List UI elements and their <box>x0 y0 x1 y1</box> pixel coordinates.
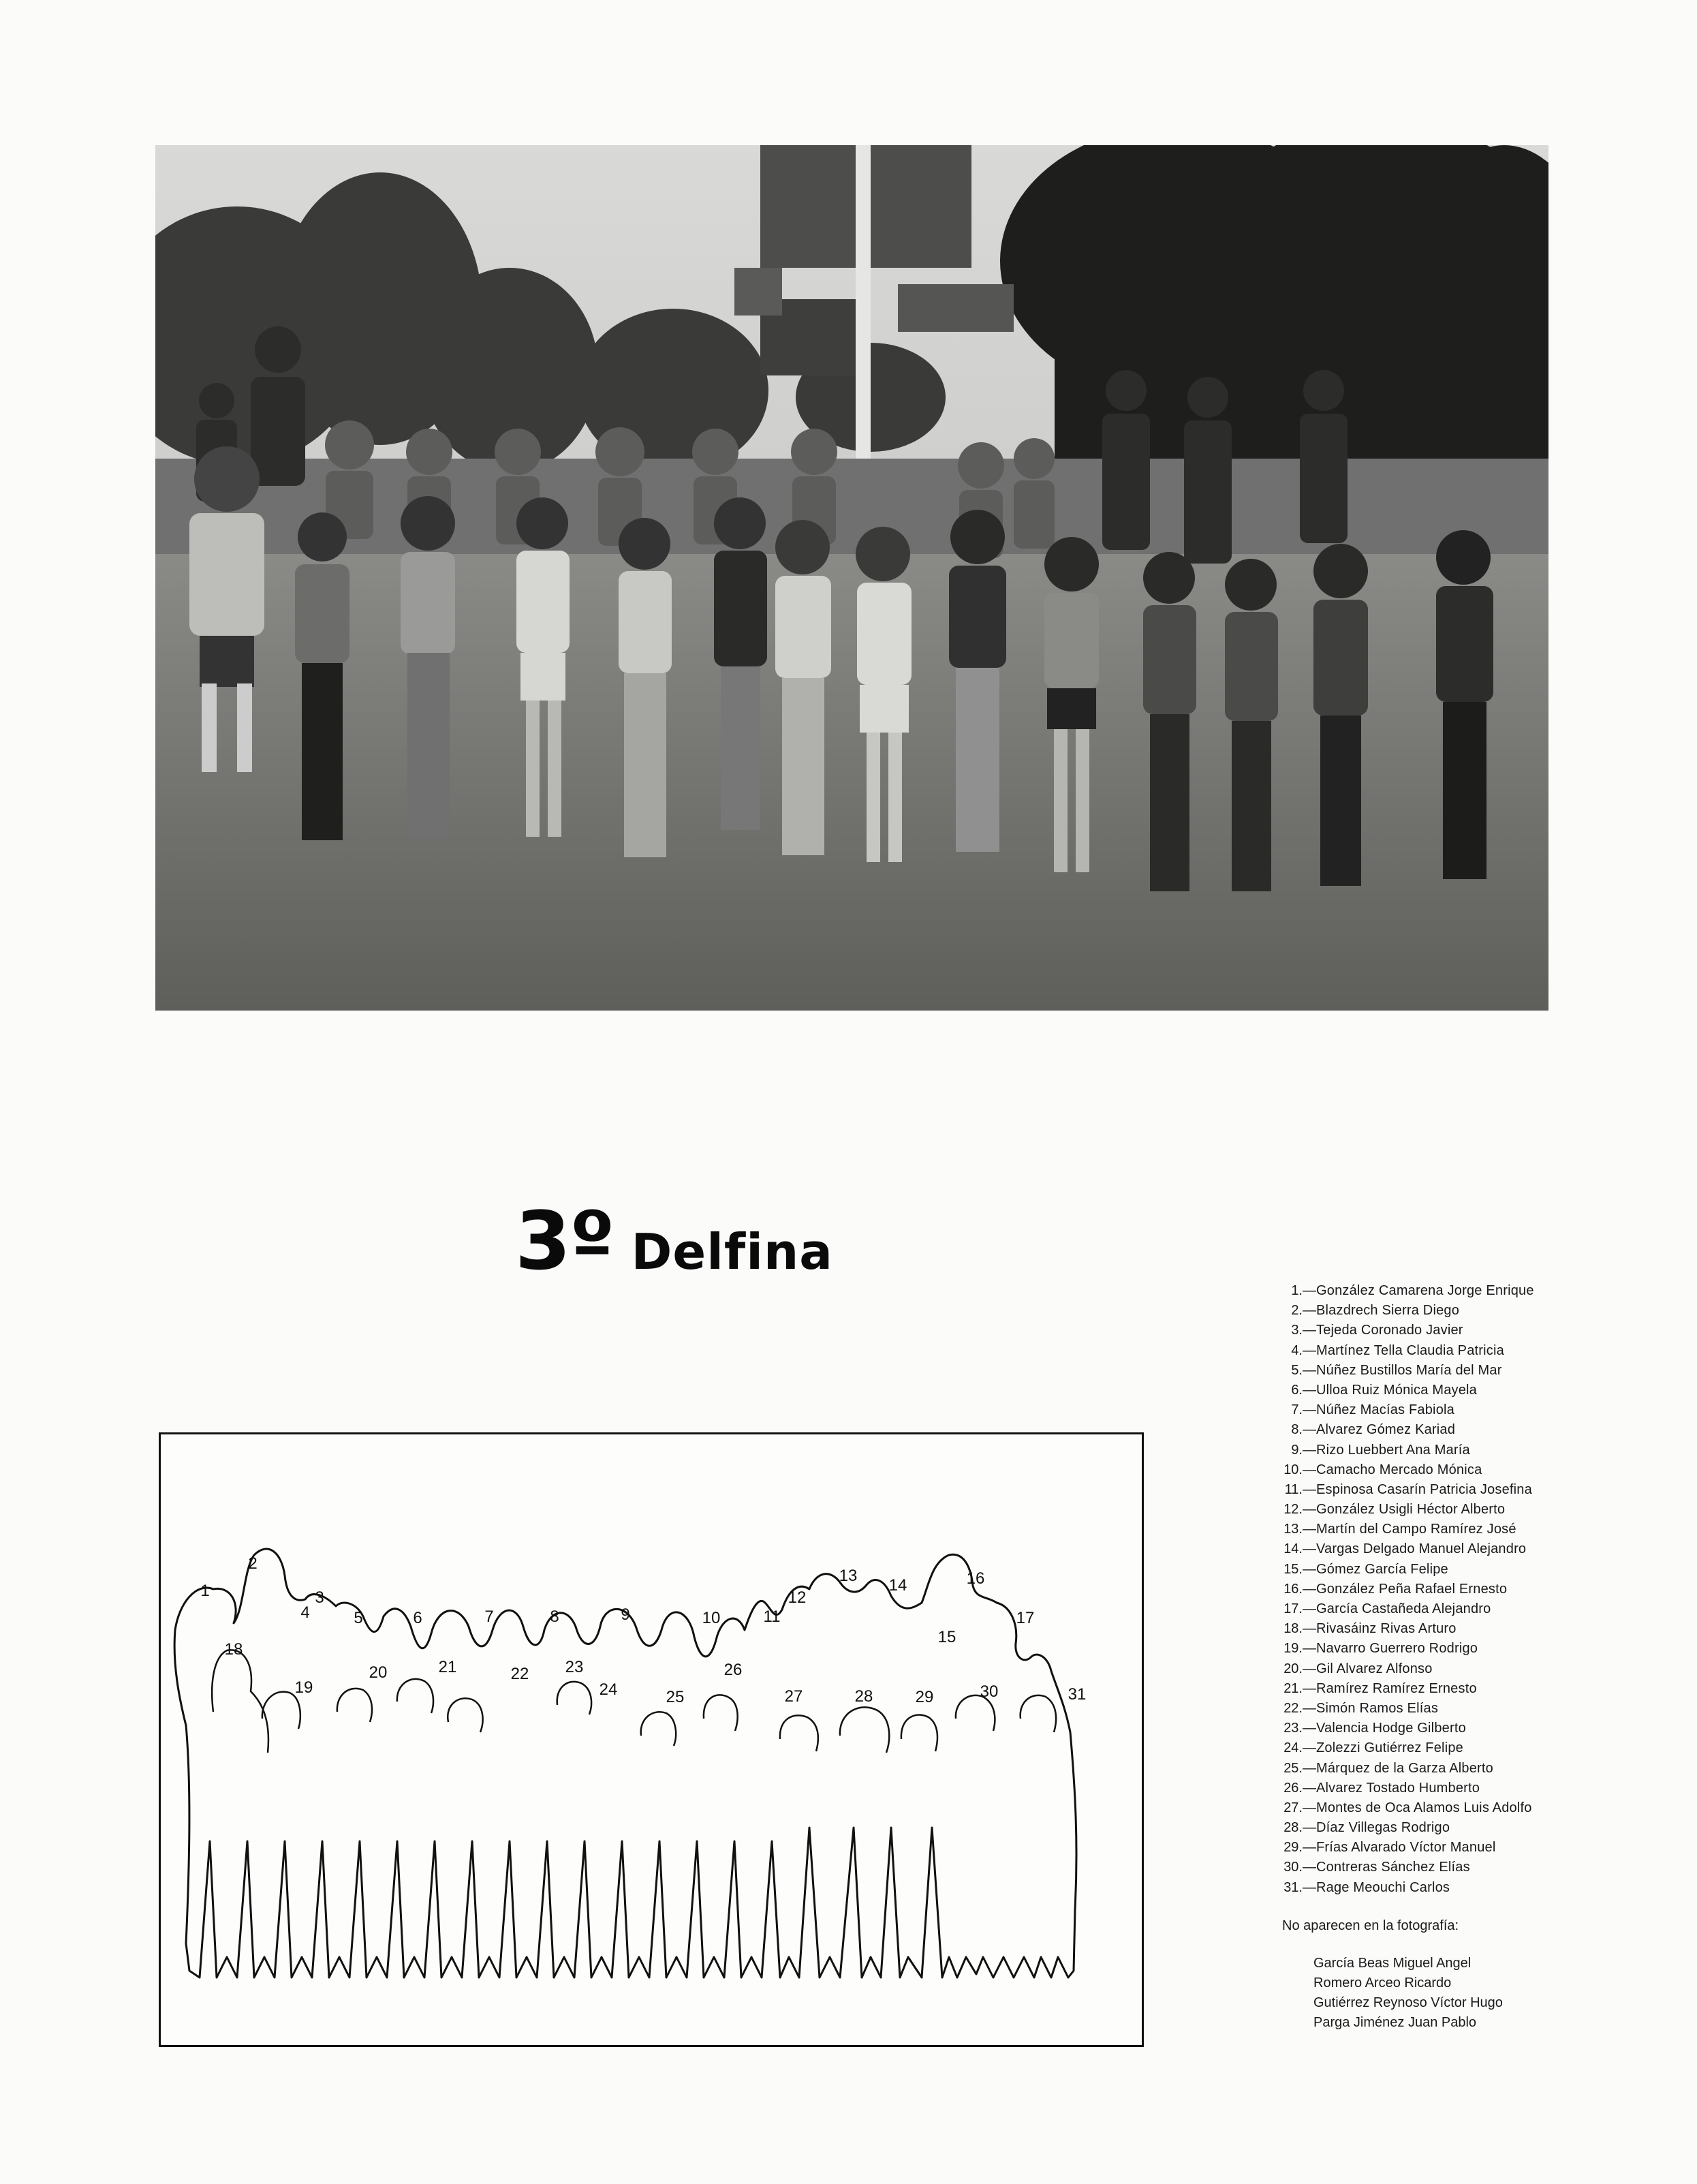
student-name: Alvarez Tostado Humberto <box>1316 1780 1480 1796</box>
diagram-number: 22 <box>510 1665 529 1683</box>
diagram-number: 27 <box>784 1687 803 1706</box>
list-number: 29. <box>1283 1840 1303 1856</box>
list-dash: — <box>1303 1820 1316 1836</box>
name-list-item <box>1267 1719 1676 1738</box>
absent-heading: No aparecen en la fotografía: <box>1282 1918 1459 1933</box>
list-dash: — <box>1303 1601 1316 1616</box>
list-number: 31. <box>1283 1879 1303 1895</box>
diagram-number: 4 <box>300 1603 310 1622</box>
list-dash: — <box>1303 1740 1316 1756</box>
diagram-number: 25 <box>666 1688 685 1706</box>
page-title <box>515 1194 833 1288</box>
list-dash: — <box>1303 1462 1316 1477</box>
list-number: 2. <box>1291 1303 1303 1319</box>
name-list-item <box>1267 1539 1676 1559</box>
list-number: 20. <box>1283 1661 1303 1676</box>
list-dash: — <box>1303 1581 1316 1597</box>
list-number: 4. <box>1291 1342 1303 1358</box>
student-name: Zolezzi Gutiérrez Felipe <box>1316 1740 1463 1756</box>
absent-name: Gutiérrez Reynoso Víctor Hugo <box>1313 1995 1503 2011</box>
diagram-number: 23 <box>565 1658 584 1676</box>
diagram-number: 16 <box>966 1569 985 1588</box>
student-name: Camacho Mercado Mónica <box>1316 1462 1482 1477</box>
list-number: 6. <box>1291 1382 1303 1398</box>
list-number: 16. <box>1283 1581 1303 1597</box>
absent-list <box>1267 1954 1676 2033</box>
list-dash: — <box>1303 1342 1316 1358</box>
name-list-item <box>1267 1500 1676 1520</box>
student-name: Simón Ramos Elías <box>1316 1700 1439 1716</box>
diagram-number: 30 <box>980 1682 999 1701</box>
name-list <box>1267 1281 1676 2033</box>
list-number: 8. <box>1291 1422 1303 1438</box>
name-list-item <box>1267 1321 1676 1340</box>
list-dash: — <box>1303 1700 1316 1716</box>
list-number: 14. <box>1283 1541 1303 1557</box>
student-name: Blazdrech Sierra Diego <box>1316 1303 1460 1319</box>
diagram-number: 8 <box>550 1608 559 1626</box>
name-list-item <box>1267 1759 1676 1779</box>
name-list-item <box>1267 1441 1676 1460</box>
name-list-item <box>1267 1818 1676 1838</box>
student-name: Gil Alvarez Alfonso <box>1316 1661 1433 1676</box>
name-list-item <box>1267 1619 1676 1639</box>
list-number: 22. <box>1283 1700 1303 1716</box>
student-name: Ulloa Ruiz Mónica Mayela <box>1316 1382 1478 1398</box>
list-dash: — <box>1303 1621 1316 1637</box>
student-name: Rivasáinz Rivas Arturo <box>1316 1621 1457 1637</box>
diagram-number: 31 <box>1068 1685 1087 1704</box>
student-name: Núñez Macías Fabiola <box>1316 1402 1454 1418</box>
student-name: García Castañeda Alejandro <box>1316 1601 1491 1616</box>
list-dash: — <box>1303 1860 1316 1875</box>
list-number: 19. <box>1283 1641 1303 1657</box>
list-dash: — <box>1303 1561 1316 1577</box>
list-number: 17. <box>1283 1601 1303 1616</box>
list-dash: — <box>1303 1481 1316 1497</box>
diagram-number: 15 <box>937 1628 956 1646</box>
diagram-number: 1 <box>200 1582 210 1600</box>
list-number: 10. <box>1283 1462 1303 1477</box>
list-number: 25. <box>1283 1760 1303 1776</box>
list-number: 7. <box>1291 1402 1303 1418</box>
diagram-number: 18 <box>224 1640 243 1659</box>
student-name: González Peña Rafael Ernesto <box>1316 1581 1508 1597</box>
name-list-item <box>1267 1599 1676 1619</box>
student-name: Vargas Delgado Manuel Alejandro <box>1316 1541 1527 1557</box>
student-name: Rage Meouchi Carlos <box>1316 1879 1450 1895</box>
list-number: 13. <box>1283 1522 1303 1537</box>
student-name: Contreras Sánchez Elías <box>1316 1860 1470 1875</box>
name-list-item <box>1267 1639 1676 1659</box>
list-number: 24. <box>1283 1740 1303 1756</box>
list-dash: — <box>1303 1661 1316 1676</box>
diagram-number: 6 <box>413 1609 422 1627</box>
student-name: Espinosa Casarín Patricia Josefina <box>1316 1481 1532 1497</box>
list-number: 28. <box>1283 1820 1303 1836</box>
diagram-number: 28 <box>854 1687 873 1706</box>
student-name: González Usigli Héctor Alberto <box>1316 1502 1506 1518</box>
absent-name: Romero Arceo Ricardo <box>1313 1975 1452 1990</box>
list-dash: — <box>1303 1840 1316 1856</box>
diagram-number: 24 <box>599 1680 618 1699</box>
list-number: 1. <box>1291 1283 1303 1298</box>
list-dash: — <box>1303 1641 1316 1657</box>
student-name: Ramírez Ramírez Ernesto <box>1316 1680 1477 1696</box>
student-name: Núñez Bustillos María del Mar <box>1316 1362 1502 1378</box>
name-list-item <box>1267 1699 1676 1719</box>
list-number: 15. <box>1283 1561 1303 1577</box>
diagram-number: 5 <box>354 1609 363 1627</box>
name-list-item <box>1267 1679 1676 1699</box>
name-list-item <box>1267 1858 1676 1877</box>
list-dash: — <box>1303 1283 1316 1298</box>
name-list-item <box>1267 1400 1676 1420</box>
list-dash: — <box>1303 1362 1316 1378</box>
list-dash: — <box>1303 1323 1316 1338</box>
diagram-number: 2 <box>248 1554 258 1573</box>
name-list-item <box>1267 1560 1676 1580</box>
list-dash: — <box>1303 1422 1316 1438</box>
list-dash: — <box>1303 1442 1316 1458</box>
list-number: 21. <box>1283 1680 1303 1696</box>
student-name: Rizo Luebbert Ana María <box>1316 1442 1470 1458</box>
name-list-item <box>1267 1738 1676 1758</box>
absent-name: Parga Jiménez Juan Pablo <box>1313 2015 1477 2031</box>
student-name: Alvarez Gómez Kariad <box>1316 1422 1456 1438</box>
list-dash: — <box>1303 1382 1316 1398</box>
list-dash: — <box>1303 1721 1316 1736</box>
student-name: Martínez Tella Claudia Patricia <box>1316 1342 1504 1358</box>
list-number: 11. <box>1284 1481 1303 1497</box>
name-list-item <box>1267 1520 1676 1539</box>
name-list-item <box>1267 1838 1676 1858</box>
student-name: Montes de Oca Alamos Luis Adolfo <box>1316 1800 1532 1815</box>
list-number: 30. <box>1283 1860 1303 1875</box>
student-name: Tejeda Coronado Javier <box>1316 1323 1463 1338</box>
diagram-number: 11 <box>763 1608 781 1626</box>
diagram-number: 26 <box>723 1661 743 1679</box>
student-name: Valencia Hodge Gilberto <box>1316 1721 1466 1736</box>
list-number: 18. <box>1283 1621 1303 1637</box>
name-list-item <box>1267 1420 1676 1440</box>
absent-name: García Beas Miguel Angel <box>1313 1955 1472 1971</box>
name-list-item <box>1267 1460 1676 1480</box>
name-list-item <box>1267 1798 1676 1818</box>
student-name: Frías Alvarado Víctor Manuel <box>1316 1840 1496 1856</box>
list-number: 3. <box>1291 1323 1303 1338</box>
list-dash: — <box>1303 1303 1316 1319</box>
list-number: 26. <box>1283 1780 1303 1796</box>
diagram-number: 20 <box>369 1663 388 1682</box>
diagram-number: 19 <box>294 1678 313 1697</box>
diagram-number: 12 <box>788 1588 807 1607</box>
list-number: 27. <box>1283 1800 1303 1815</box>
name-list-item <box>1267 1779 1676 1798</box>
name-list-item <box>1267 1480 1676 1500</box>
list-number: 23. <box>1283 1721 1303 1736</box>
identification-diagram <box>159 1432 1144 2047</box>
list-number: 12. <box>1283 1502 1303 1518</box>
student-name: Márquez de la Garza Alberto <box>1316 1760 1493 1776</box>
student-name: González Camarena Jorge Enrique <box>1316 1283 1534 1298</box>
student-name: Gómez García Felipe <box>1316 1561 1448 1577</box>
list-dash: — <box>1303 1522 1316 1537</box>
diagram-number: 21 <box>438 1658 457 1676</box>
list-dash: — <box>1303 1780 1316 1796</box>
name-list-item <box>1267 1659 1676 1679</box>
diagram-number: 29 <box>915 1688 934 1706</box>
name-list-item <box>1267 1341 1676 1361</box>
diagram-number: 13 <box>839 1567 858 1585</box>
student-name: Díaz Villegas Rodrigo <box>1316 1820 1450 1836</box>
name-list-item <box>1267 1381 1676 1400</box>
grade-label: 3º <box>515 1194 614 1288</box>
list-number: 5. <box>1291 1362 1303 1378</box>
diagram-number: 10 <box>702 1609 721 1627</box>
name-list-item <box>1267 1361 1676 1381</box>
student-name: Martín del Campo Ramírez José <box>1316 1522 1516 1537</box>
name-list-item <box>1267 1580 1676 1599</box>
diagram-number: 7 <box>484 1608 494 1626</box>
list-number: 9. <box>1291 1442 1303 1458</box>
list-dash: — <box>1303 1800 1316 1815</box>
name-list-item <box>1267 1878 1676 1898</box>
list-dash: — <box>1303 1402 1316 1418</box>
list-dash: — <box>1303 1502 1316 1518</box>
diagram-number: 9 <box>621 1605 630 1624</box>
diagram-number: 14 <box>888 1576 907 1595</box>
list-dash: — <box>1303 1680 1316 1696</box>
diagram-number: 3 <box>315 1588 324 1607</box>
class-photo <box>155 145 1548 1011</box>
name-list-item <box>1267 1301 1676 1321</box>
name-list-item <box>1267 1281 1676 1301</box>
list-dash: — <box>1303 1541 1316 1557</box>
diagram-number: 17 <box>1016 1609 1035 1627</box>
list-dash: — <box>1303 1760 1316 1776</box>
list-dash: — <box>1303 1879 1316 1895</box>
student-name: Navarro Guerrero Rodrigo <box>1316 1641 1478 1657</box>
group-name: Delfina <box>631 1223 833 1280</box>
